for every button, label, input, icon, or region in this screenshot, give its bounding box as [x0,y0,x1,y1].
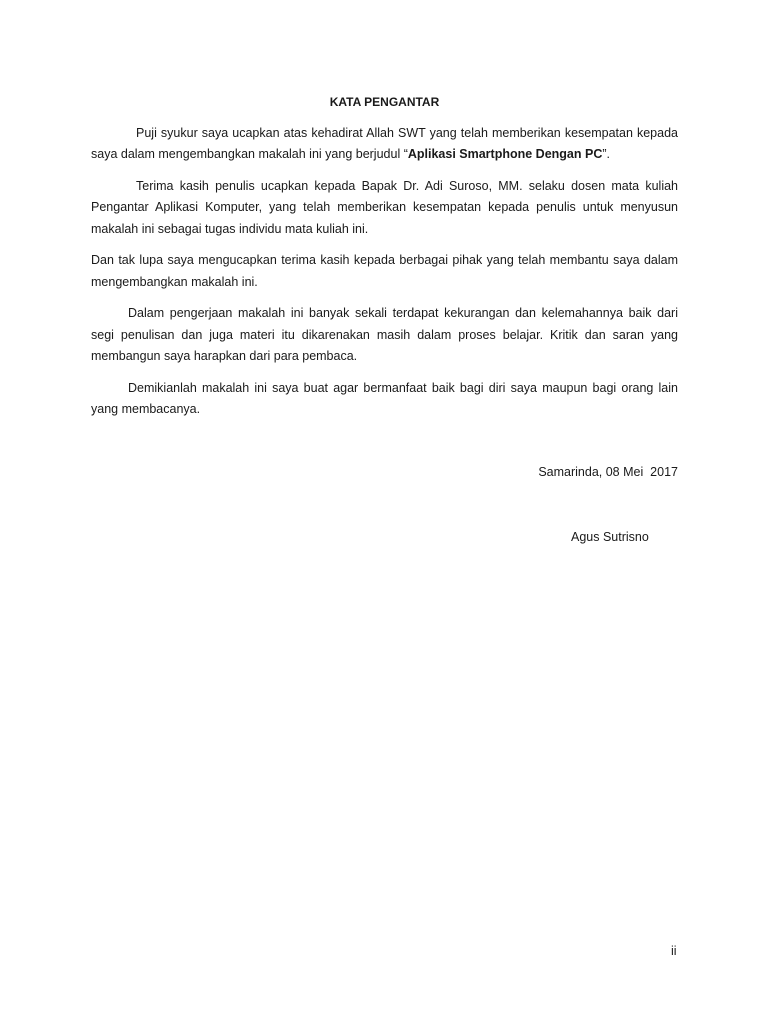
paragraph-thanks-lecturer: Terima kasih penulis ucapkan kepada Bapak Dr. Adi Suroso, MM. selaku dosen mata kuliah Pengantar Aplikasi Komputer, yang telah memberikan kesempatan kepada penulis untuk menyusun makalah ini sebagai tugas individu mata kuliah ini. [91,178,678,236]
place-date: Samarinda, 08 Mei 2017 [538,465,678,479]
page-number: ii [671,944,677,958]
paragraph-gratitude-text: Puji syukur saya ucapkan atas kehadirat Allah SWT yang telah memberikan kesempatan kepada saya dalam mengembangkan makalah ini yang berjudul “ [91,125,678,161]
document-title: KATA PENGANTAR [329,95,440,109]
paragraph-thanks-others: Dan tak lupa saya mengucapkan terima kasih kepada berbagai pihak yang telah membantu saya dalam mengembangkan makalah ini. [91,253,678,289]
document-body [91,92,678,431]
paper-title-bold: Aplikasi Smartphone Dengan PC [407,147,603,161]
paragraph-shortcomings: Dalam pengerjaan makalah ini banyak sekali terdapat kekurangan dan kelemahannya baik dari segi penulisan dan juga materi itu dikarenakan masih dalam proses belajar. Kritik dan saran yang membangun saya harapkan dari para pembaca. [91,306,678,363]
paragraph-closing: Demikianlah makalah ini saya buat agar bermanfaat baik bagi diri saya maupun bagi orang lain yang membacanya. [91,380,678,416]
signer-name: Agus Sutrisno [571,530,649,544]
paragraph-gratitude-end: ”. [602,147,610,161]
paragraph-gratitude [91,123,678,166]
